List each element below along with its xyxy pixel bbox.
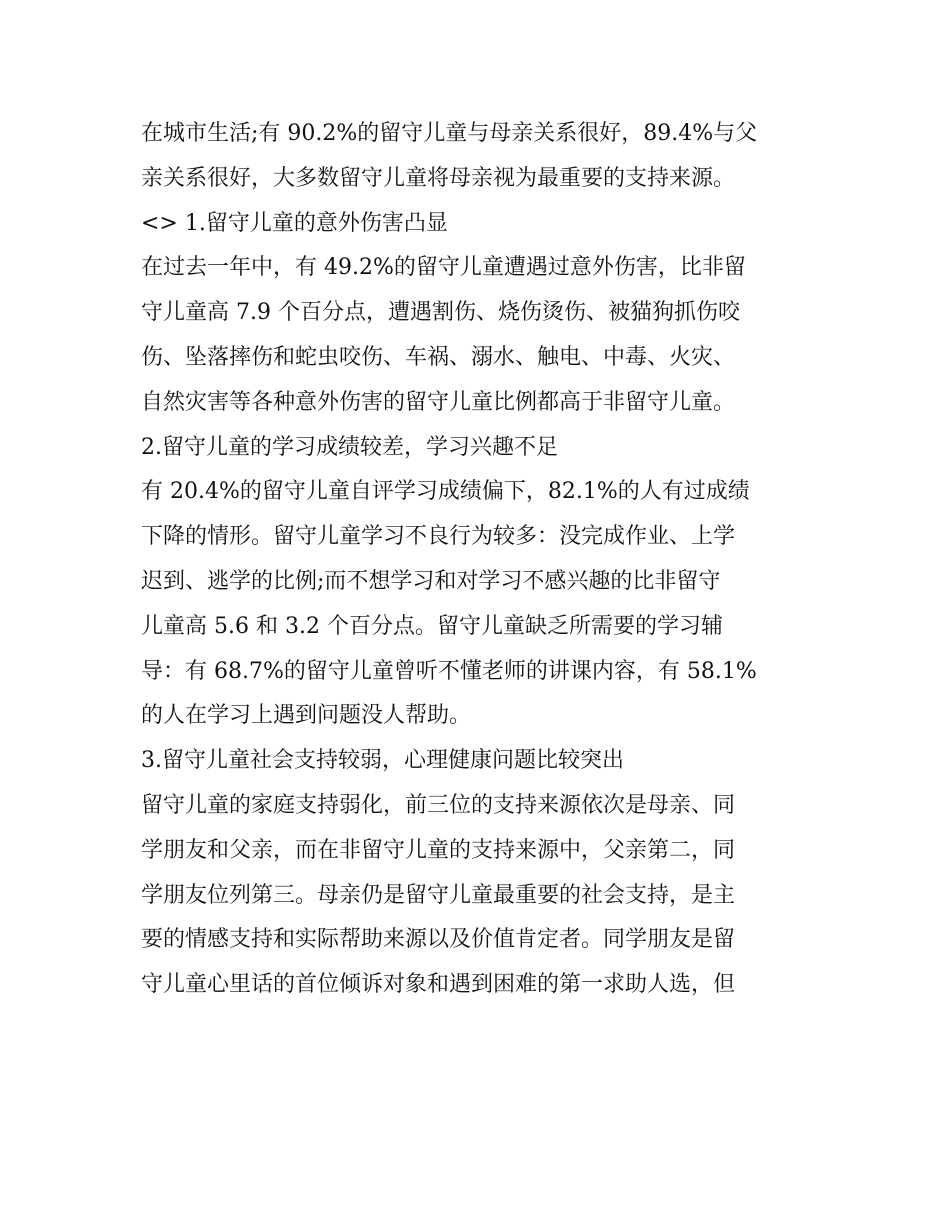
text-line: 伤、坠落摔伤和蛇虫咬伤、车祸、溺水、触电、中毒、火灾、 (141, 344, 736, 370)
section-heading: <> 1.留守儿童的意外伤害凸显 (141, 210, 448, 236)
text-line: 守儿童心里话的首位倾诉对象和遇到困难的第一求助人选，但 (141, 972, 736, 998)
text-line: 要的情感支持和实际帮助来源以及价值肯定者。同学朋友是留 (141, 927, 736, 953)
text-line: 导：有 68.7%的留守儿童曾听不懂老师的讲课内容，有 58.1% (141, 658, 757, 684)
text-line: 守儿童高 7.9 个百分点，遭遇割伤、烧伤烫伤、被猫狗抓伤咬 (141, 300, 740, 326)
text-line: 的人在学习上遇到问题没人帮助。 (141, 703, 472, 729)
text-line: 自然灾害等各种意外伤害的留守儿童比例都高于非留守儿童。 (141, 389, 736, 415)
text-line: 亲关系很好，大多数留守儿童将母亲视为最重要的支持来源。 (141, 165, 736, 191)
text-line: 下降的情形。留守儿童学习不良行为较多：没完成作业、上学 (141, 524, 736, 550)
text-line: 儿童高 5.6 和 3.2 个百分点。留守儿童缺乏所需要的学习辅 (141, 613, 723, 639)
text-line: 在城市生活;有 90.2%的留守儿童与母亲关系很好，89.4%与父 (141, 121, 758, 146)
text-line: 留守儿童的家庭支持弱化，前三位的支持来源依次是母亲、同 (141, 792, 736, 818)
section-heading: 3.留守儿童社会支持较弱，心理健康问题比较突出 (141, 748, 624, 774)
text-line: 学朋友和父亲，而在非留守儿童的支持来源中，父亲第二，同 (141, 837, 736, 863)
text-line: 有 20.4%的留守儿童自评学习成绩偏下，82.1%的人有过成绩 (141, 479, 750, 505)
text-line: 迟到、逃学的比例;而不想学习和对学习不感兴趣的比非留守 (141, 568, 721, 594)
text-line: 在过去一年中，有 49.2%的留守儿童遭遇过意外伤害，比非留 (141, 255, 746, 281)
section-heading: 2.留守儿童的学习成绩较差，学习兴趣不足 (141, 434, 558, 460)
text-line: 学朋友位列第三。母亲仍是留守儿童最重要的社会支持，是主 (141, 882, 736, 908)
